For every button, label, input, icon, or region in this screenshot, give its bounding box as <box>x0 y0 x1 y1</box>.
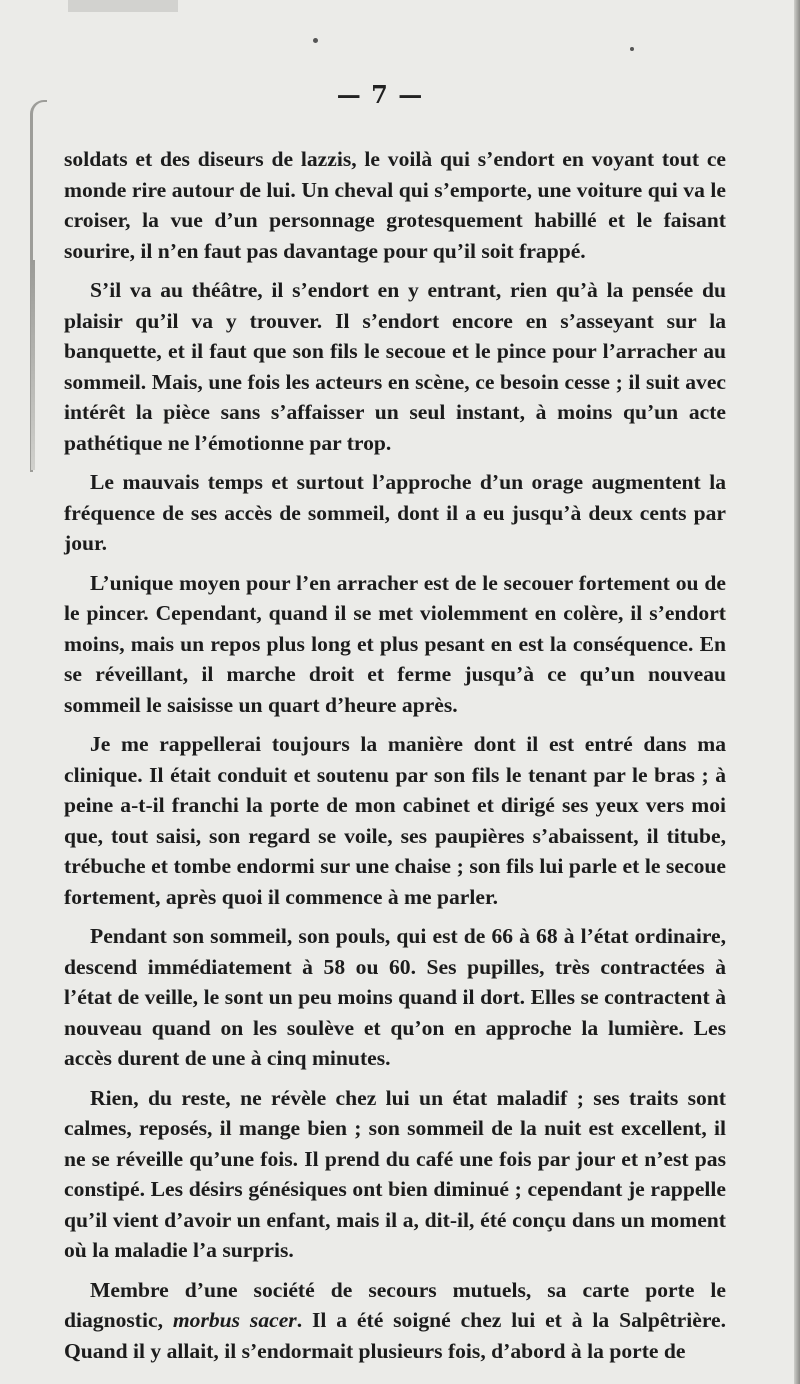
paragraph: Le mauvais temps et surtout l’approche d’un orage augmentent la fréquence de ses accès de sommeil, dont il a eu jusqu’à deux cents par jour. <box>64 470 726 555</box>
paragraph: S’il va au théâtre, il s’endort en y entrant, rien qu’à la pensée du plaisir qu’il va y trouver. Il s’endort encore en s’asseyant sur la banquette, et il faut que son fils le secoue et le pince pour l’arracher au sommeil. Mais, une fois les acteurs en scène, ce besoin cesse ; il suit avec intérêt la pièce sans s’affaisser un seul instant, à moins qu’un acte pathétique ne l’émotionne par trop. <box>64 278 726 455</box>
italic-term: morbus sacer <box>172 1308 297 1332</box>
top-smudge <box>68 0 178 12</box>
paragraph-last <box>64 1275 726 1367</box>
ink-speck <box>630 47 634 51</box>
ink-speck <box>313 38 318 43</box>
paragraph: L’unique moyen pour l’en arracher est de le secouer fortement ou de le pincer. Cependant, quand il se met violemment en colère, il s’endort moins, mais un repos plus long et plus pesant en est la conséquence. En se réveillant, il marche droit et ferme jusqu’à ce qu’un nouveau sommeil le saisisse un quart d’heure après. <box>64 570 726 717</box>
text-run: Membre d’une société de secours mutuels, sa carte porte le diagnostic, <box>64 1277 726 1332</box>
paragraph: soldats et des diseurs de lazzis, le voilà qui s’endort en voyant tout ce monde rire autour de lui. Un cheval qui s’emporte, une voiture qui va le croiser, la vue d’un personnage grotesquement habillé et le faisant sourire, il n’en faut pas davantage pour qu’il soit frappé. <box>64 147 726 263</box>
text-run: . Il a été soigné chez lui et à la Salpêtrière. Quand il y allait, il s’endormait plusieurs fois, d’abord à la porte de <box>64 1308 727 1363</box>
page-number: — 7 — <box>336 80 424 109</box>
binding-shadow-tail <box>31 260 35 470</box>
paragraph: Pendant son sommeil, son pouls, qui est de 66 à 68 à l’état ordinaire, descend immédiatement à 58 ou 60. Ses pupilles, très contractées à l’état de veille, le sont un peu moins quand il dort. Elles se contractent à nouveau quand on les soulève et qu’on en approche la lumière. Les accès durent de une à cinq minutes. <box>64 924 726 1070</box>
paragraph: Rien, du reste, ne révèle chez lui un état maladif ; ses traits sont calmes, reposés, il mange bien ; son sommeil de la nuit est excellent, il ne se réveille qu’une fois. Il prend du café une fois par jour et n’est pas constipé. Les désirs génésiques ont bien diminué ; cependant je rappelle qu’il vient d’avoir un enfant, mais il a, dit-il, été conçu dans un moment où la maladie l’a surpris. <box>64 1085 726 1262</box>
body-text <box>64 144 726 1375</box>
paragraph: Je me rappellerai toujours la manière dont il est entré dans ma clinique. Il était conduit et soutenu par son fils le tenant par le bras ; à peine a-t-il franchi la porte de mon cabinet et dirigé ses yeux vers moi que, tout saisi, son regard se voile, ses paupières s’abaissent, il titube, trébuche et tombe endormi sur une chaise ; son fils lui parle et le secoue fortement, après quoi il commence à me parler. <box>64 732 726 909</box>
page-edge <box>794 0 800 1384</box>
